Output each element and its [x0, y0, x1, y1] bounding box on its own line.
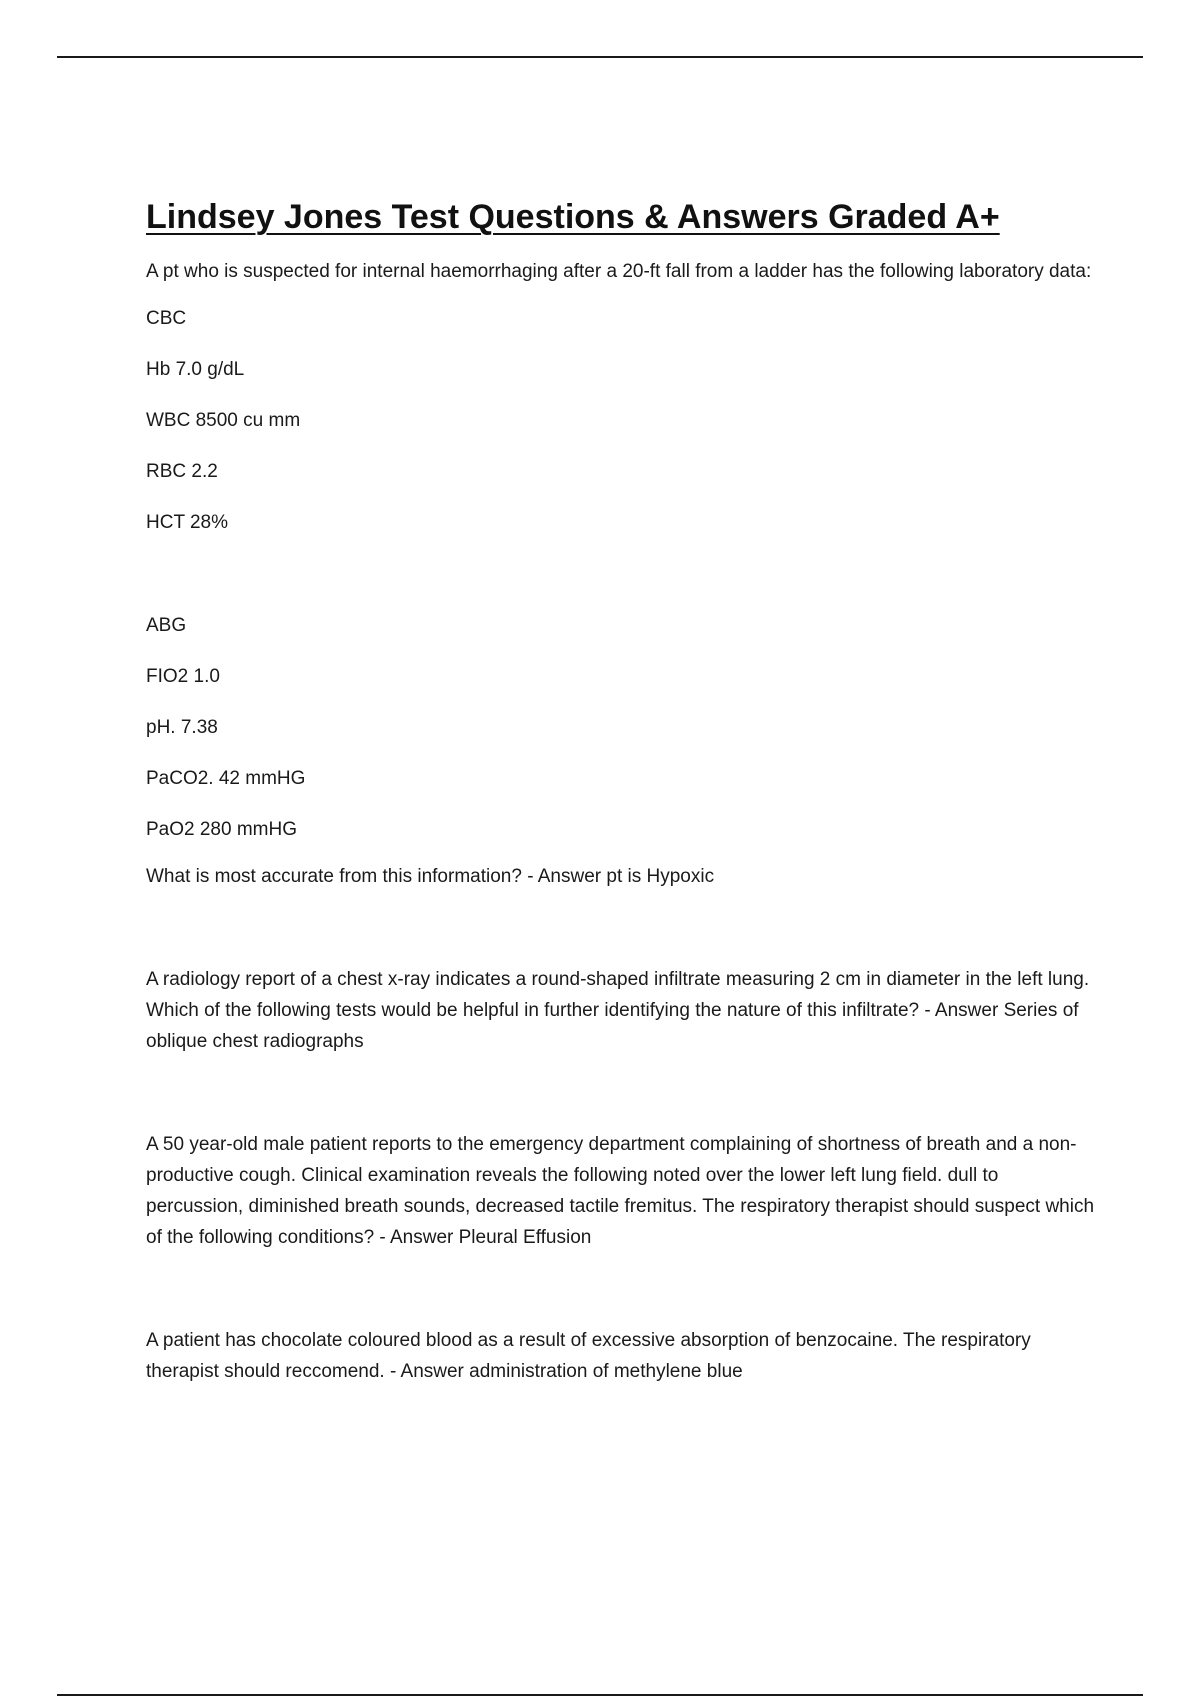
question-1-answer: What is most accurate from this information? - Answer pt is Hypoxic [146, 866, 715, 887]
lab-value-fio2: FIO2 1.0 [146, 666, 220, 687]
document-body [146, 196, 1096, 1459]
footer-rule [57, 1694, 1143, 1696]
lab-value-rbc: RBC 2.2 [146, 461, 218, 482]
lab-value-wbc: WBC 8500 cu mm [146, 410, 301, 431]
lab-value-paco2: PaCO2. 42 mmHG [146, 768, 306, 789]
document-title: Lindsey Jones Test Questions & Answers Graded A+ [146, 198, 1000, 236]
header-rule [57, 56, 1143, 58]
lab-value-pao2: PaO2 280 mmHG [146, 819, 297, 840]
cbc-heading: CBC [146, 308, 187, 329]
question-3: A 50 year-old male patient reports to the emergency department complaining of shortness of breath and a non-productive cough. Clinical examination reveals the following noted over the lower left lung field. dull to percussion, diminished breath sounds, decreased tactile fremitus. The respiratory therapist should suspect which of the following conditions? - Answer Pleural Effusion [146, 1134, 1095, 1248]
lab-value-hct: HCT 28% [146, 512, 229, 533]
question-1-intro: A pt who is suspected for internal haemorrhaging after a 20-ft fall from a ladder has the following laboratory data: [146, 261, 1092, 282]
question-4: A patient has chocolate coloured blood as a result of excessive absorption of benzocaine. The respiratory therapist should reccomend. - Answer administration of methylene blue [146, 1330, 1031, 1382]
question-2: A radiology report of a chest x-ray indicates a round-shaped infiltrate measuring 2 cm in diameter in the left lung. Which of the following tests would be helpful in further identifying the nature of this infiltrate? - Answer Series of oblique chest radiographs [146, 969, 1090, 1052]
abg-heading: ABG [146, 615, 187, 636]
lab-value-hb: Hb 7.0 g/dL [146, 359, 245, 380]
lab-value-ph: pH. 7.38 [146, 717, 218, 738]
